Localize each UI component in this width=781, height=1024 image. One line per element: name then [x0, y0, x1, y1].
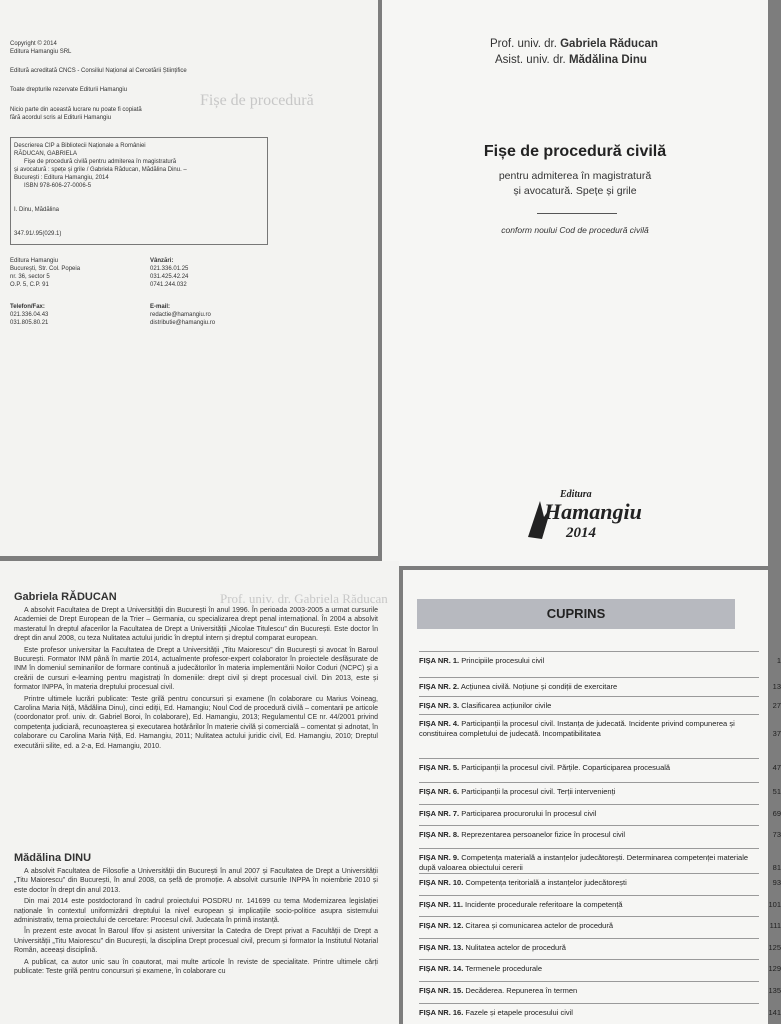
toc-page [403, 570, 781, 1024]
toc-entry-label: FIȘA NR. 5. [419, 763, 460, 772]
toc-separator [419, 1003, 759, 1004]
toc-entry[interactable] [419, 900, 781, 910]
sales-number: 021.336.01.25 [150, 266, 189, 272]
toc-entry-page: 27 [772, 701, 781, 710]
bio-paragraph: Este profesor universitar la Facultatea de Drept a Universității „Titu Maiorescu” din București și avocat în Baroul București. Formator INM până în martie 2014, actualmente profesor-expert colaborator în proiectele desfășurate de INM în domeniul seminariilor de formare continuă a judecătorilor în materia implementării Noilor Coduri (NCPC) și a creării de cursuri e-learning pentru magistrați în domeniile: drept civil și drept procesual civil. Din 2013, este și formator INPPA, în materia dreptului procesual civil. [14, 646, 378, 692]
tel-label: Telefon/Fax: [10, 304, 45, 310]
toc-entry-text: Competența teritorială a instanțelor judecătorești [465, 878, 627, 887]
toc-entry-text: Acțiunea civilă. Noțiune și condiții de exercitare [460, 682, 618, 691]
tel-number: 021.336.04.43 [10, 312, 49, 318]
address-line: O.P. 5, C.P. 91 [10, 282, 49, 288]
show-through-text: Prof. univ. dr. Gabriela Răducan [220, 591, 388, 606]
toc-separator [419, 758, 759, 759]
toc-entry-label: FIȘA NR. 4. [419, 719, 460, 728]
author-1-name: Gabriela Răducan [560, 38, 658, 50]
toc-entry-label: FIȘA NR. 6. [419, 787, 460, 796]
toc-separator [419, 696, 759, 697]
toc-separator [419, 938, 759, 939]
toc-entry[interactable] [419, 986, 781, 996]
imprint-page [0, 0, 378, 556]
copyright-line: Copyright © 2014 [10, 41, 57, 47]
toc-entry-page: 69 [772, 809, 781, 818]
toc-entry-label: FIȘA NR. 3. [419, 701, 460, 710]
toc-separator [419, 916, 759, 917]
toc-entry-label: FIȘA NR. 2. [419, 682, 460, 691]
address-line: București, Str. Col. Popeia [10, 266, 81, 272]
bio-text-raducan [14, 606, 378, 753]
cip-line: și avocatură : spețe și grile / Gabriela Răducan, Mădălina Dinu. – [14, 167, 187, 173]
toc-entry-text: Participanții la procesul civil. Părțile. Coparticiparea procesuală [461, 763, 671, 772]
email-address: distributie@hamangiu.ro [150, 320, 216, 326]
cip-line: Fișe de procedură civilă pentru admiterea în magistratură [24, 159, 177, 165]
bio-name-dinu: Mădălina DINU [14, 852, 92, 864]
toc-entry[interactable] [419, 682, 781, 692]
toc-entry-page: 47 [772, 763, 781, 772]
toc-entry-label: FIȘA NR. 7. [419, 809, 460, 818]
author-2-name: Mădălina Dinu [568, 54, 647, 66]
cip-line: Descrierea CIP a Bibliotecii Naționale a României [14, 143, 146, 149]
toc-entry[interactable] [419, 1008, 781, 1018]
bios-page [0, 561, 399, 1024]
author-2 [495, 54, 647, 66]
toc-entry-page: 111 [769, 921, 781, 930]
toc-entry-page: 129 [768, 964, 781, 973]
subtitle-line-1: pentru admiterea în magistratură [498, 170, 652, 182]
toc-entry[interactable] [419, 787, 781, 797]
toc-entry[interactable] [419, 853, 781, 873]
toc-entry-text: Decăderea. Repunerea în termen [465, 986, 578, 995]
toc-entry-page: 93 [772, 878, 781, 887]
toc-entry-page: 37 [772, 729, 781, 738]
toc-separator [419, 782, 759, 783]
author-2-title: Asist. univ. dr. [495, 54, 566, 66]
cip-line: ISBN 978-606-27-0006-5 [24, 183, 92, 189]
sales-label: Vânzări: [150, 258, 174, 264]
toc-separator [419, 677, 759, 678]
toc-entry-text: Principiile procesului civil [461, 656, 545, 665]
bio-paragraph: Printre ultimele lucrări publicate: Teste grilă pentru concursuri și examene (în colaborare cu Marius Voineag, Carolina Maria Niță, Mădălina Dinu), cinci ediții, Ed. Hamangiu; Noul Cod de procedură civilă – comentarii pe articole (coordonator prof. univ. dr. Gabriel Boroi, în colaborare), Ed. Hamangiu, 2013; Regulamentul CE nr. 44/2001 privind competența judiciară, recunoașterea și executarea hotărârilor în materie civilă și comercială – comentat și adnotat, în colaborare cu Carolina Maria Niță, Ed. Hamangiu, 2011; Nulitatea actului juridic civil, Ed. Hamangiu, 2010; Dreptul executării silite, ed. a 2-a, Ed. Hamangiu, 2010. [14, 695, 378, 750]
toc-entry-label: FIȘA NR. 15. [419, 986, 464, 995]
cip-line: I. Dinu, Mădălina [14, 207, 60, 213]
toc-separator [419, 804, 759, 805]
toc-entry[interactable] [419, 656, 781, 666]
toc-entry[interactable] [419, 878, 781, 888]
toc-entry-text: Clasificarea acțiunilor civile [461, 701, 552, 710]
toc-separator [419, 981, 759, 982]
toc-entry-label: FIȘA NR. 14. [419, 964, 464, 973]
notice-line-2: fără acordul scris al Editurii Hamangiu [10, 115, 112, 121]
toc-entry-page: 73 [772, 830, 781, 839]
toc-entry[interactable] [419, 763, 781, 773]
toc-entry-page: 13 [772, 682, 781, 691]
toc-separator [419, 825, 759, 826]
cip-box [10, 137, 268, 245]
bio-paragraph: În prezent este avocat în Baroul Ilfov și asistent universitar la Catedra de Drept privat a Facultății de Drept a Universității „Titu Maiorescu” din București, la disciplina Drept procesual civil, precum și formator la Institutul Notarial Român, aceeași disciplină. [14, 928, 378, 955]
notice-line-1: Nicio parte din această lucrare nu poate fi copiată [10, 107, 142, 113]
toc-separator [419, 959, 759, 960]
toc-entry-text: Participarea procurorului în procesul civil [461, 809, 597, 818]
title-page [382, 0, 768, 566]
toc-entry-text: Participanții la procesul civil. Terții intervenienți [461, 787, 616, 796]
sales-number: 031.425.42.24 [150, 274, 189, 280]
toc-entry-label: FIȘA NR. 9. [419, 853, 460, 862]
logo-word-editura: Editura [560, 489, 592, 500]
bio-paragraph: Din mai 2014 este postdoctorand în cadrul proiectului POSDRU nr. 141699 cu tema Modernizarea legislației naționale în contextul uniformizării dreptului la nivel european și implicațiile socio-politice asupra sistemului administrativ, tema proiectului de cercetare: Procesul civil. Judecata în primă instanță. [14, 898, 378, 925]
address-line: Editura Hamangiu [10, 258, 59, 264]
toc-entry[interactable] [419, 830, 781, 840]
toc-separator [419, 651, 759, 652]
toc-entry-text: Participanții la procesul civil. Instanța de judecată. Incidente privind compunerea și constituirea completului de judecată. Incompatibilitatea [419, 719, 735, 738]
sales-number: 0741.244.032 [150, 282, 187, 288]
cip-line: 347.91/.95(029.1) [14, 231, 62, 237]
accreditation-line: Editură acreditată CNCS - Consiliul Național al Cercetării Științifice [10, 68, 187, 74]
toc-entry-page: 51 [772, 787, 781, 796]
toc-separator [419, 848, 759, 849]
toc-entry-label: FIȘA NR. 10. [419, 878, 464, 887]
toc-separator [419, 895, 759, 896]
bio-text-dinu [14, 867, 378, 978]
code-note: conform noului Cod de procedură civilă [501, 225, 649, 235]
toc-entry[interactable] [419, 719, 781, 739]
logo-year: 2014 [566, 525, 596, 541]
hamangiu-logo [518, 487, 658, 551]
tel-number: 031.805.80.21 [10, 320, 49, 326]
show-through-text: Fișe de procedură [200, 92, 314, 109]
toc-entry[interactable] [419, 943, 781, 953]
publisher-line: Editura Hamangiu SRL [10, 49, 72, 55]
toc-entry-page: 81 [772, 863, 781, 872]
cip-line: RĂDUCAN, GABRIELA [14, 151, 78, 157]
toc-entry-label: FIȘA NR. 11. [419, 900, 463, 909]
book-title: Fișe de procedură civilă [483, 143, 667, 160]
toc-entry-page: 135 [768, 986, 781, 995]
author-1 [490, 38, 658, 50]
toc-entry-text: Fazele și etapele procesului civil [465, 1008, 573, 1017]
bio-paragraph: A absolvit Facultatea de Drept a Universității din București în anul 1996. În perioada 2003-2005 a urmat cursurile Academiei de Drept European de la Trier – Germania, cu specializarea drept penal internațional. În 2004 a absolvit masteratul în dreptul afacerilor la Facultatea de Drept a Universității „Nicolae Titulescu” din București. Este doctor în drept din anul 2008, cu teza Nulitatea actului juridic în dreptul intern și dreptul comparat european. [14, 607, 378, 643]
toc-entry-page: 125 [768, 943, 781, 952]
toc-entry-text: Termenele procedurale [465, 964, 542, 973]
toc-entry-label: FIȘA NR. 8. [419, 830, 460, 839]
email-label: E-mail: [150, 304, 171, 310]
bio-paragraph: A absolvit Facultatea de Filosofie a Universității din București în anul 2007 și Facultatea de Drept a Universității „Titu Maiorescu” din București, în anul 2008, ca șefă de promoție. A absolvit cursurile INPPA în noiembrie 2010 și este doctor în drept din anul 2013. [14, 868, 378, 894]
toc-entry[interactable] [419, 809, 781, 819]
toc-entry-text: Reprezentarea persoanelor fizice în procesul civil [461, 830, 626, 839]
toc-separator [419, 873, 759, 874]
subtitle-line-2: și avocatură. Spețe și grile [513, 185, 637, 197]
toc-entry-page: 1 [776, 656, 781, 665]
address-line: nr. 36, sector 5 [10, 274, 50, 280]
cip-line: București : Editura Hamangiu, 2014 [14, 175, 109, 181]
toc-entry-text: Competența materială a instanțelor judecătorești. Determinarea competenței materiale după valoarea obiectului cererii [419, 853, 749, 872]
toc-entry-label: FIȘA NR. 12. [419, 921, 464, 930]
rights-line: Toate drepturile rezervate Editurii Hamangiu [10, 87, 128, 93]
toc-entry-text: Incidente procedurale referitoare la competență [465, 900, 623, 909]
toc-entry-text: Citarea și comunicarea actelor de procedură [465, 921, 613, 930]
toc-entry-text: Nulitatea actelor de procedură [465, 943, 566, 952]
title-divider [537, 213, 617, 214]
toc-entry-page: 141 [768, 1008, 781, 1017]
toc-title: CUPRINS [546, 606, 606, 621]
email-address: redactie@hamangiu.ro [150, 312, 211, 318]
toc-separator [419, 714, 759, 715]
toc-entry-label: FIȘA NR. 1. [419, 656, 460, 665]
author-1-title: Prof. univ. dr. [490, 38, 557, 50]
toc-entry[interactable] [419, 964, 781, 974]
toc-entry-label: FIȘA NR. 13. [419, 943, 464, 952]
toc-entry[interactable] [419, 921, 781, 931]
toc-entry-label: FIȘA NR. 16. [419, 1008, 464, 1017]
bio-paragraph: A publicat, ca autor unic sau în coautorat, mai multe articole în reviste de specialitate. Printre ultimele cărți publicate: Teste grilă pentru concursuri și examene, în colaborare cu [14, 958, 378, 976]
toc-entry[interactable] [419, 701, 781, 711]
toc-entry-page: 101 [768, 900, 781, 909]
logo-word-hamangiu: Hamangiu [544, 499, 642, 524]
bio-name-raducan: Gabriela RĂDUCAN [14, 591, 117, 603]
